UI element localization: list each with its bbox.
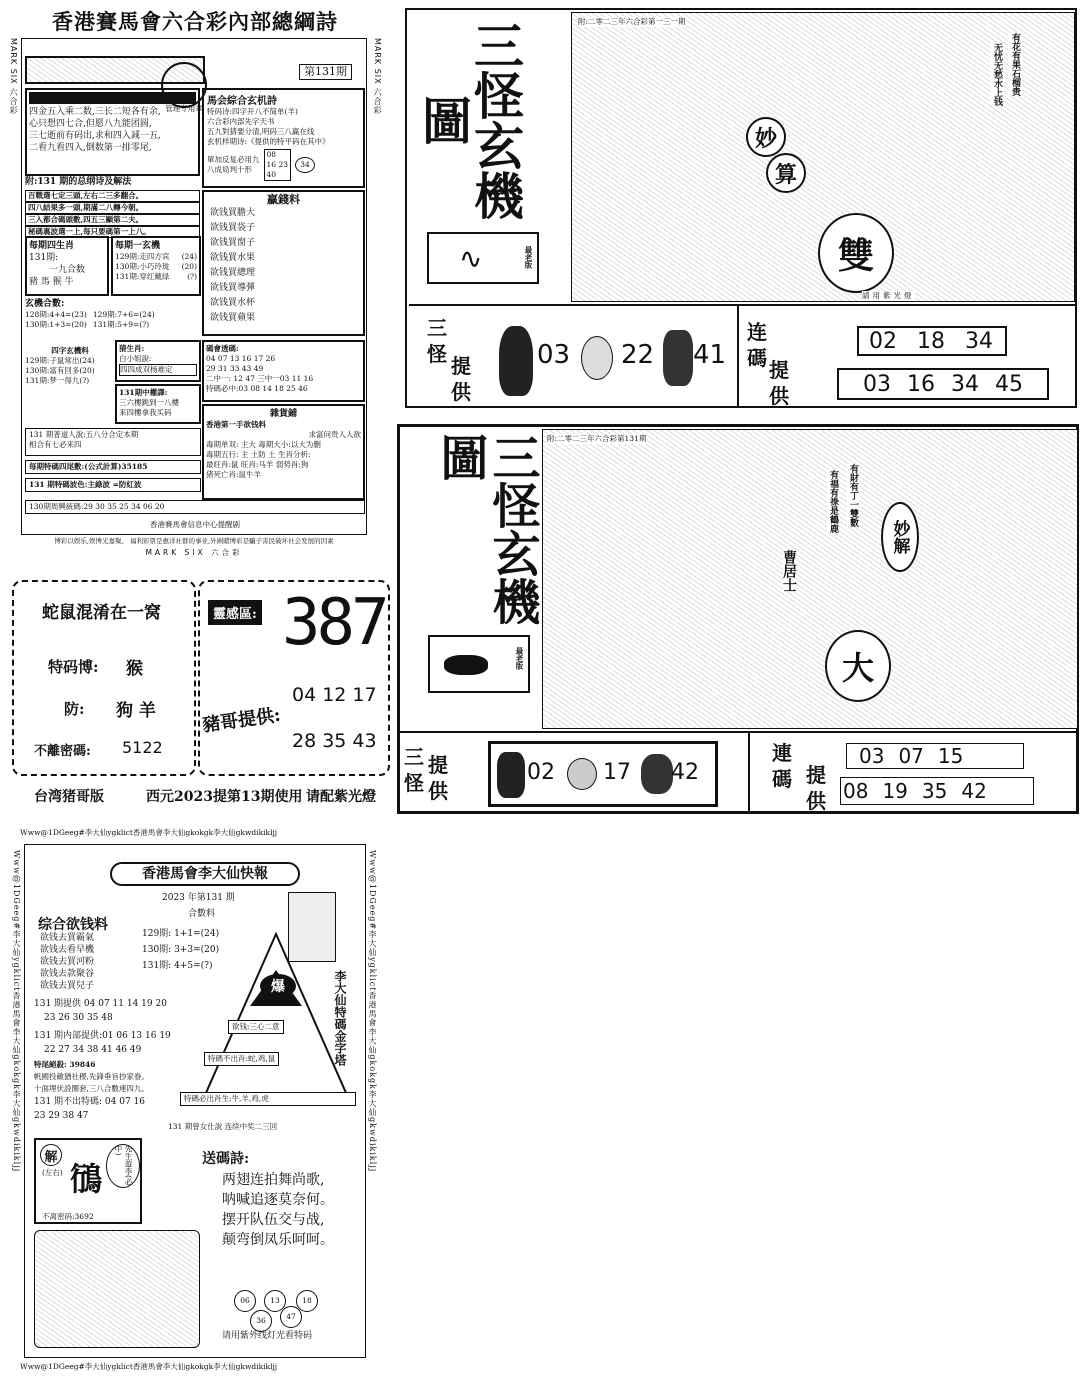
poem-line: 有財有丁一雙數 (848, 464, 858, 527)
animal-title: 每期四生肖 (29, 241, 75, 251)
lian-row (750, 731, 1078, 813)
zhu-row-1: 04 12 17 (292, 684, 377, 706)
monster-label-char: 供 (451, 380, 471, 404)
verse-line: 心只想四七合,但愿八九能团圆, (29, 119, 152, 129)
num: 08 (266, 150, 277, 159)
lian-label-char: 碼 (747, 346, 767, 370)
verse-box (25, 88, 200, 176)
poem-line: 无忧无愁水上钱 (992, 43, 1002, 106)
ball: 36 (250, 1310, 272, 1332)
solve-box (34, 1138, 142, 1224)
num: 16 (266, 160, 277, 169)
jar-character: 雙 (818, 213, 894, 293)
tail-line: 每期特碼四尾數:(公式計算)35185 (25, 460, 201, 474)
left-line: 欲钱去買兒子 (40, 981, 95, 991)
monster-row (409, 304, 739, 408)
lian-num: 18 (917, 328, 945, 354)
side-banner-right: MARK SIX 六合彩 (373, 38, 382, 116)
lian-label-char: 供 (806, 789, 826, 813)
code-line: 二中一: 12 47 三中一03 11 16 (206, 374, 314, 383)
machine-line: 130期:小巧玲珑 (115, 262, 170, 271)
left-line: 欲钱去買河粉 (40, 957, 95, 967)
seal: 妙解 (881, 502, 919, 572)
said-line: 131 期曾女仕說 连续中奖二三回 (168, 1122, 278, 1131)
pass-box (115, 384, 201, 424)
illustration-caption: 請用紫光燈 (862, 291, 915, 300)
panel-zongang (3, 4, 385, 556)
lian-box-2 (840, 777, 1034, 805)
four-box (25, 346, 115, 386)
inner-line: 131 期内部提供:01 06 13 16 19 (34, 1031, 171, 1041)
shop-line: 最旺肖:鼠 旺肖:马羊 弱势肖:狗 (206, 460, 309, 469)
left-line: 欲钱去看早機 (40, 945, 95, 955)
mystery-line: 單加反复必用九 (207, 155, 260, 164)
tail-line: 帆國投敵猶社稷,先鋒垂旨抄家眷。 (34, 1072, 149, 1081)
tail-line: 十面埋伏設圈套,三八合數連四九。 (34, 1084, 149, 1093)
monster-num: 22 (621, 340, 655, 370)
vertical-title: 三怪玄機圖 (432, 433, 540, 625)
master-line: 131 期普道人說:五八分合定本期 (29, 430, 139, 439)
verse-line: 二看九看四入,倒数第一排零尾, (29, 143, 152, 153)
code-box (202, 340, 365, 402)
pyramid-graphic (198, 930, 354, 1106)
lian-num: 02 (869, 328, 897, 354)
machine-val: (24) (181, 252, 197, 261)
num: 23 (278, 160, 288, 169)
calc-row: 129期: 1+1=(24) (142, 929, 220, 939)
shop-box (202, 404, 365, 500)
footer-line-2: 博彩以娱乐,娱博光嘉聚。 福利彩票是惠洋社群的事业,外圍賭博彩是騙子害民破坏社会发展的因素 (54, 537, 334, 545)
calc-row: 129期:7+6=(24) (92, 310, 155, 319)
ling-label: 靈感區: (208, 600, 262, 625)
zhu-row-2: 28 35 43 (292, 730, 377, 752)
code-line: 04 07 13 16 17 26 (206, 354, 276, 363)
pass-title: 131期中權譯: (119, 388, 168, 397)
web-bottom: Www@1DGeeg#李大仙ygklict香港馬會李大仙gkokgk李大仙gkwdikikljj (20, 1362, 278, 1371)
animal-list: 豬 馬 猴 牛 (29, 277, 74, 287)
supply-line: 131 期提供 04 07 11 14 19 20 (34, 999, 167, 1009)
ball: 06 (234, 1290, 256, 1312)
monster-label-char: 怪 (404, 771, 424, 795)
nope-line: 131 期不出特碼: 04 07 16 (34, 1097, 146, 1107)
lian-num: 16 (907, 371, 935, 397)
wave-line: 131 期特碼波色:主綠波 =防紅波 (25, 478, 201, 492)
code-title: 碼會透碼: (206, 344, 239, 353)
monster-label-char: 供 (428, 779, 448, 803)
shop-sub: 求富问贵人人欲 (308, 430, 361, 439)
animal-sub: 一九合数 (48, 265, 85, 275)
verse-line: 四金五入乘二数,三长二短各有余, (29, 107, 161, 117)
monster-head-icon (641, 754, 673, 794)
win-line: 欲钱買膽大 (210, 208, 256, 218)
pair-line: 三入都合碼頭數,四五三顯第二夫。 (25, 214, 200, 226)
code-line: 特碼必中:03 08 14 18 25 46 (206, 384, 308, 393)
special-line: 四四成双杨难定 (119, 364, 197, 376)
year-issue: 2023 年第131 期 (162, 893, 235, 903)
solve-top: 先生遊李(必中) (106, 1144, 140, 1188)
monster-row (400, 731, 750, 813)
animal-box (25, 236, 109, 296)
fang-value: 狗 羊 (116, 701, 156, 721)
bottom-tip: 请用紫外线灯光看特码 (222, 1331, 313, 1341)
issue-label: 第131期 (299, 64, 352, 80)
vertical-title: 三怪玄機圖 (414, 20, 525, 220)
code-line: 29 31 33 43 49 (206, 364, 264, 373)
win-title: 贏錢料 (267, 193, 300, 206)
host-name: 曹居士 (781, 550, 797, 592)
mystery-nums (264, 149, 291, 181)
poem-line: 呐喊追逐莫奈何。 (222, 1192, 334, 1208)
ball: 47 (280, 1306, 302, 1328)
monster-head-icon (663, 330, 693, 386)
illustration-header: 附:二零二三年六合彩第一三一期 (578, 17, 686, 26)
mystery-title: 馬会綜合玄机詩 (207, 96, 277, 107)
shop-line: 毒期单双: 主大 毒期大小:以大为删 (206, 440, 321, 449)
lian-num: 03 (859, 744, 885, 768)
mystery-box (202, 88, 365, 188)
lian-box-1 (857, 326, 1007, 356)
lian-row (739, 304, 1077, 408)
zhu-label: 豬哥提供: (201, 704, 282, 737)
monster-head-icon (581, 336, 613, 380)
pyramid-top: 爆 (260, 974, 296, 998)
landscape-illustration (34, 1230, 200, 1348)
lian-num: 42 (961, 779, 987, 803)
brand-label: 最老版 (515, 647, 524, 670)
win-box (202, 190, 365, 336)
win-line: 欲钱買總理 (210, 268, 256, 278)
monster-num: 02 (527, 760, 555, 785)
master-sub: 相合有七必来四 (29, 440, 82, 449)
pyramid-line-c: 特碼必出肖生:牛,羊,鸡,虎 (180, 1092, 356, 1106)
nope-line: 23 29 38 47 (34, 1111, 89, 1121)
lian-label-char: 碼 (772, 767, 792, 791)
sub-title: 合數料 (188, 909, 216, 919)
poem-line: 颠弯倒凤乐呵呵。 (222, 1232, 334, 1248)
left-title: 综合欲钱料 (38, 917, 108, 933)
pair-line: 秘碼裏波選一上,每只要碼第一上八。 (25, 226, 200, 238)
monster-head-icon (497, 752, 525, 798)
note-line: 附:131 期的总纲诗及解法 (25, 177, 132, 187)
brand-box (428, 635, 530, 693)
panel-title: 香港馬會李大仙快報 (110, 862, 300, 886)
lian-num: 07 (898, 744, 924, 768)
lian-label-char: 连 (747, 320, 767, 344)
panel-pig (8, 578, 394, 810)
left-line: 欲钱去款聚谷 (40, 969, 95, 979)
four-title: 四字玄機料 (51, 346, 89, 355)
poem-line: 摆开队伍交与战, (222, 1212, 325, 1228)
lian-label-char: 連 (772, 741, 792, 765)
monster-num: 03 (537, 340, 571, 370)
ball: 18 (296, 1290, 318, 1312)
lian-num: 34 (965, 328, 993, 354)
seal-left: 妙 (746, 117, 786, 157)
lian-label-char: 提 (769, 358, 789, 382)
seal-right: 算 (766, 153, 806, 193)
pyramid-line-a: 欲钱:三心二意 (228, 1020, 284, 1034)
key-value: 5122 (122, 738, 163, 757)
mystery-line: 特码诗:四字开八不简单(羊) (207, 107, 298, 116)
footer-line: 香港賽馬會信息中心提醒剧 (150, 520, 240, 529)
ling-value: 387 (282, 586, 386, 660)
lian-num: 45 (995, 371, 1023, 397)
machine-val: (?) (187, 272, 197, 281)
win-line: 欲钱買袋子 (210, 223, 256, 233)
solve-sub: (左右) (42, 1168, 63, 1177)
lian-label-char: 供 (769, 384, 789, 408)
side-title: 李大仙特碼金字塔 (333, 970, 347, 1066)
solve-label: 解 (40, 1144, 62, 1166)
special-box (115, 340, 201, 382)
lian-num: 34 (951, 371, 979, 397)
monster-label-char: 提 (428, 753, 448, 777)
brand-box (427, 232, 539, 284)
headline: 蛇鼠混淆在一窝 (42, 603, 161, 623)
web-side-right: Www@1DGeeg#李大仙ygklict香港馬會李大仙gkokgk李大仙gkwdikikljj (368, 850, 377, 1173)
illustration-header: 附:二零二三年六合彩第131期 (547, 434, 647, 443)
calc-row: 131期:5+9=(?) (92, 320, 150, 329)
win-line: 欲钱買導彈 (210, 283, 256, 293)
lian-num: 03 (863, 371, 891, 397)
lian-box-1 (846, 743, 1024, 769)
snake-icon: ∿ (459, 242, 483, 275)
tail-line: 特尾絕殺: 39846 (34, 1060, 96, 1069)
shop-title: 雜貨鋪 (269, 409, 297, 419)
mystery-line: 五九對猜要分清,明码三八赢在线 (207, 127, 315, 136)
pig-footer: 西元2023提第13期使用 (146, 789, 303, 805)
key-label: 不離密碼: (34, 744, 91, 759)
machine-title: 每期一玄機 (115, 241, 161, 251)
monster-label-char: 三 (427, 316, 447, 340)
poem-line: 有福有祿是鶴鹿 (828, 470, 838, 533)
calc-row: 130期: 3+3=(20) (142, 945, 220, 955)
mystery-num-title: 玄機合數: (25, 299, 65, 309)
pair-line: 百戰選七定三頭,左右二三多翻合。 (25, 190, 200, 202)
left-list (40, 932, 94, 992)
machine-line: 129期:走四方宾 (115, 252, 170, 261)
panel-lidaxian (12, 826, 382, 1384)
win-line: 欲钱買蘋果 (210, 313, 256, 323)
monster-num: 42 (671, 760, 699, 785)
mystery-line: 八成局判十形 (207, 165, 252, 174)
calc-row: 130期:1+3=(20) (25, 320, 87, 329)
master-box (25, 428, 201, 456)
lian-label-char: 提 (806, 763, 826, 787)
mystery-line: 六合彩内部先字天书 (207, 117, 275, 126)
ball: 13 (264, 1290, 286, 1312)
num: 40 (266, 170, 277, 179)
mystery-num-box (25, 298, 201, 330)
mystery-line: 玄机样期诗:《提供的特平码在其中》 (207, 137, 330, 146)
four-line: 131期:梦一得九(?) (25, 376, 90, 385)
bottom-banner: MARK SIX 六合彩 (145, 548, 243, 557)
web-top: Www@1DGeeg#李大仙ygklict香港馬會李大仙gkokgk李大仙gkwdikikljj (20, 828, 278, 837)
shop-line: 猪死亡肖:鼠牛羊 (206, 470, 262, 479)
pig-footer: 台湾猪哥版 (34, 789, 104, 805)
special-title: 猜生肖: (119, 344, 145, 353)
pairs-box (25, 190, 200, 238)
win-line: 欲钱買水杯 (210, 298, 256, 308)
lian-box-2 (837, 368, 1049, 400)
calc-row: 131期: 4+5=(?) (142, 961, 213, 971)
ping-line: 130期周興統碼:29 30 35 25 34 06 20 (25, 500, 365, 514)
supply-line: 23 26 30 35 48 (44, 1013, 113, 1023)
poem-line: 两翅连拍舞尚歌, (222, 1172, 325, 1188)
goat-icon (444, 655, 488, 675)
code-line: 不离密码:3692 (42, 1212, 94, 1221)
machine-line: 131期:穿红戴绿 (115, 272, 170, 281)
monster-num: 17 (603, 760, 631, 785)
pass-line: 三六樓跳到一八樓 (119, 398, 179, 407)
solve-char: 鴴 (70, 1160, 103, 1198)
panel-sanguai-2 (397, 424, 1079, 814)
pass-line: 来四樓拿我买码 (119, 408, 172, 417)
lian-num: 35 (921, 779, 948, 803)
monster-label-char: 提 (451, 354, 471, 378)
machine-box (111, 236, 201, 296)
lian-num: 15 (937, 744, 964, 768)
poem-line: 有花有果石榴贵 (1010, 33, 1020, 96)
pyramid-line-b: 特碼不出肖:蛇,鸡,鼠 (204, 1052, 279, 1066)
pig-footer: 请配紫光燈 (306, 789, 376, 805)
win-line: 欲钱買窗子 (210, 238, 256, 248)
brand-label: 最老版 (524, 246, 533, 269)
machine-val: (20) (181, 262, 197, 271)
verse-line: 三七逝前有码出,求和四入减一五, (29, 131, 161, 141)
poem-block (222, 1170, 334, 1250)
web-side-left: Www@1DGeeg#李大仙ygklict香港馬會李大仙gkokgk李大仙gkwdikikljj (12, 850, 21, 1173)
monster-head-icon (499, 326, 533, 396)
te-value: 猴 (126, 659, 143, 679)
win-line: 欲钱買水果 (210, 253, 256, 263)
lian-num: 08 (843, 779, 869, 803)
illustration (542, 429, 1078, 729)
te-label: 特码博: (48, 658, 99, 676)
special-line: 白小姐說: (119, 354, 152, 363)
four-line: 129期:子鼠常出(24) (25, 356, 95, 365)
monster-label-char: 三 (404, 745, 424, 769)
verse-banner (29, 92, 196, 104)
shop-line: 毒期五行: 主 土防 土 生肖分析: (206, 450, 311, 459)
jar-character: 大 (825, 630, 891, 702)
seal-text: 管理专用章 (165, 104, 203, 113)
pair-line: 四八結果多一頭,期滿二八轉今朝。 (25, 202, 200, 214)
monster-label-char: 怪 (427, 342, 447, 366)
monster-head-icon (567, 758, 597, 790)
shop-head: 香港第一手欲钱料 (206, 420, 266, 429)
title-column (414, 14, 561, 226)
calc-row: 128期:4+4=(23) (25, 310, 87, 319)
fang-label: 防: (64, 700, 85, 718)
panel-title: 香港賽馬會六合彩內部總綱詩 (52, 9, 338, 34)
mystery-circle-num: 34 (295, 157, 315, 173)
monster-box (488, 741, 718, 807)
side-banner-left: MARK SIX 六合彩 (9, 38, 18, 116)
four-line: 130期:富有回多(20) (25, 366, 95, 375)
illustration (571, 12, 1075, 302)
animal-issue: 131期: (29, 253, 59, 263)
inner-line: 22 27 34 38 41 46 49 (44, 1045, 142, 1055)
lian-num: 19 (882, 779, 908, 803)
poem-title: 送碼詩: (202, 1151, 250, 1167)
monster-num: 41 (693, 340, 727, 370)
left-line: 欲钱去買霸氣 (40, 933, 95, 943)
panel-sanguai-1 (405, 8, 1077, 408)
